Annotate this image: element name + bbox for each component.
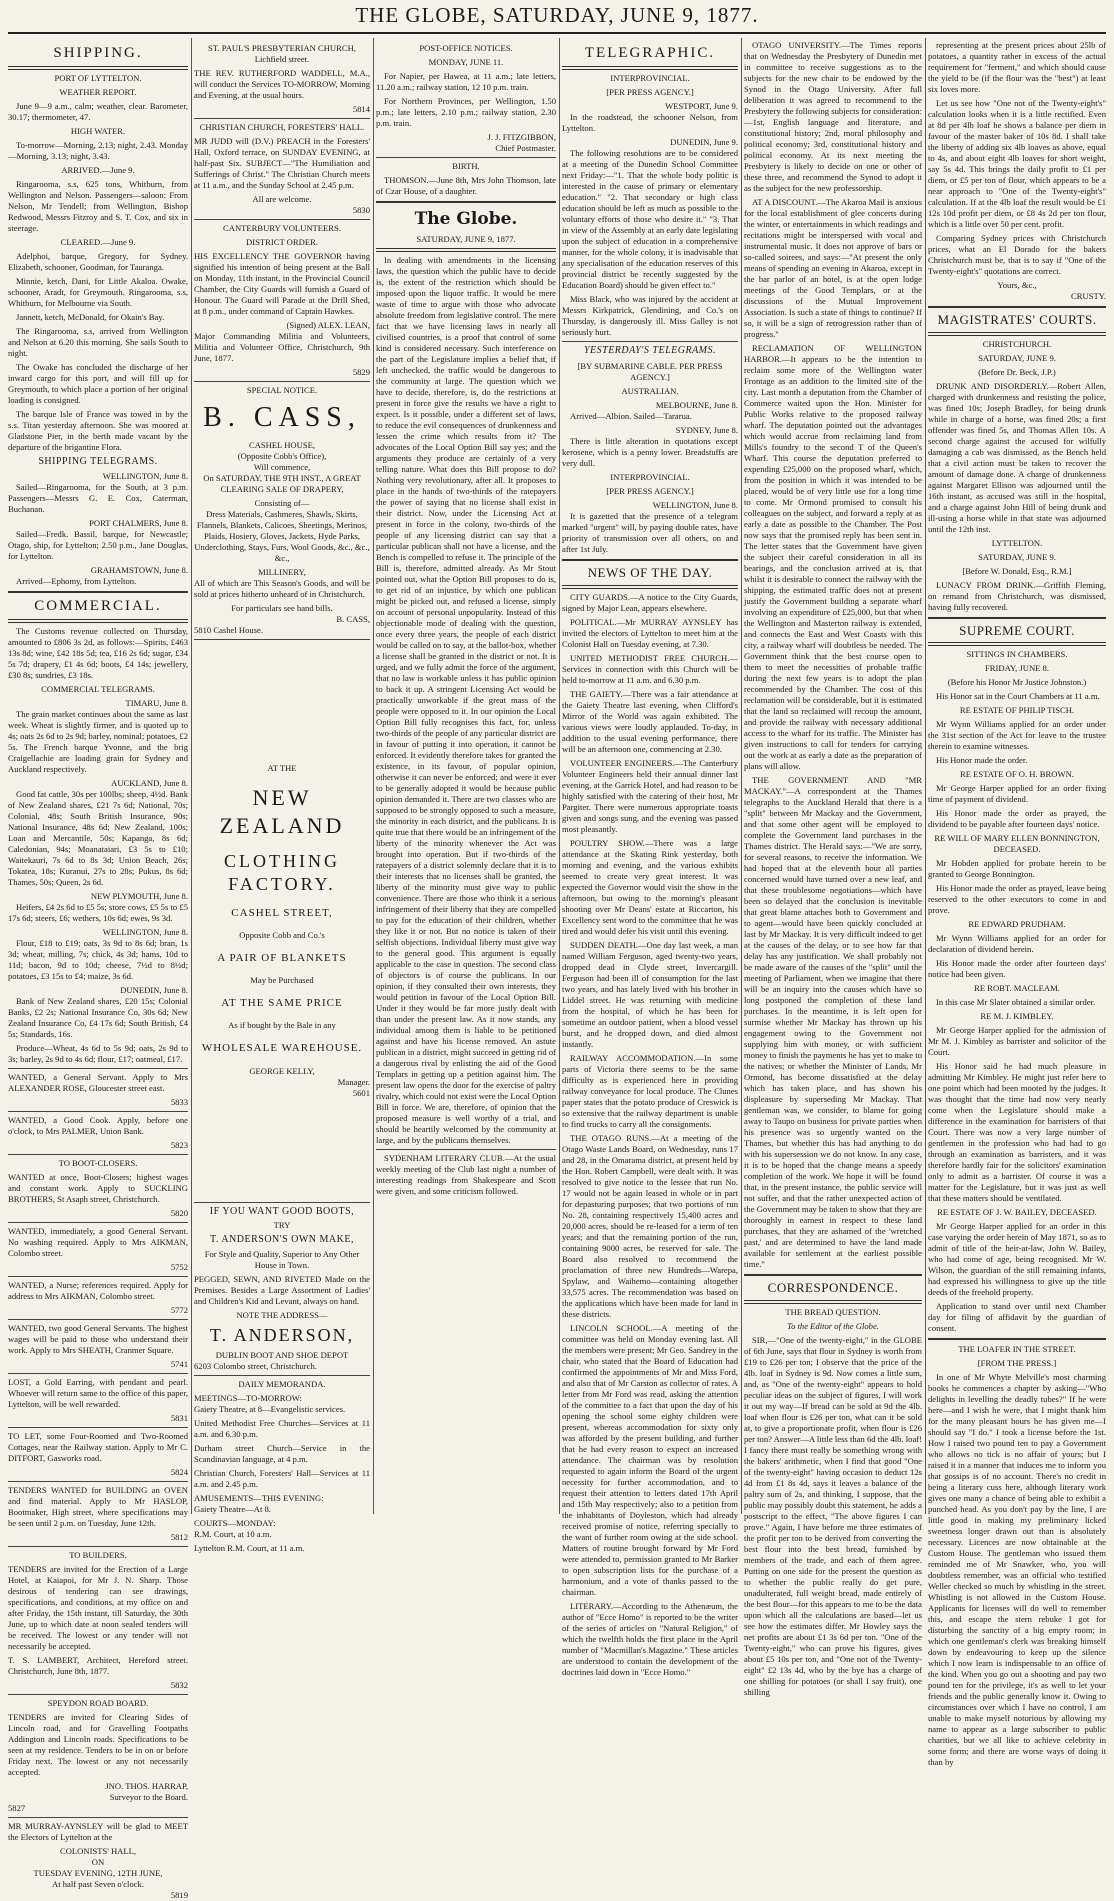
ad-text: May be Purchased xyxy=(250,975,314,986)
subheading: ARRIVED.—June 9. xyxy=(61,165,135,176)
subheading: MONDAY, JUNE 11. xyxy=(428,57,504,67)
ad-number: 5819 xyxy=(170,1890,188,1901)
column-6 xyxy=(928,40,1106,1768)
ad-text: (Opposite Cobb's Office), xyxy=(237,450,327,461)
dateline: GRAHAMSTOWN, June 8. xyxy=(90,564,188,575)
ad-signature: Manager. xyxy=(337,1076,370,1087)
ad-text: WANTED, immediately, a good General Servant. No washing required. Apply to Mrs AIKMAN, Colombo street. xyxy=(8,1226,188,1259)
ad-text: TENDERS are invited for Clearing Sides of Lincoln road, and for Gravelling Footpaths Addington and Lincoln roads. Specifications to be seen at my residence. Tenders to be in on or before Friday next. The lowest or any not necessarily accepted. xyxy=(8,1712,188,1778)
section-heading: SHIPPING. xyxy=(53,45,143,61)
paragraph: Sailed—Ringarooma, for the South, at 3 p.m. Passengers—Messrs G. E. Cox, Caterman, Buchanan. xyxy=(8,481,188,514)
ad-text: For particulars see hand bills. xyxy=(231,602,333,613)
column-divider xyxy=(925,38,926,1514)
column-1 xyxy=(8,40,188,1901)
ad-text: TUESDAY EVENING, 12TH JUNE, xyxy=(33,1868,163,1879)
paragraph: In one of Mr Whyte Melville's most charming books he commences a chapter by asking—"Who delights in levelling the deadly tubes?" If he were here—and I wish he were, that I might thank him for the many pleasant hours he has given me—I should say "I do." I took a license before the 1st. How I raised two pound ten to pay a Government who allows no tick is no affair of yours; but I raised it in a manner that induces me to inform you that gossips is of no account. There's no credit in being a literary cuss here, although literary work gives one many a chance of being able to exhibit a punched head. As you don't pay by the line, I are little good in making my preliminary licked sweetness longer drawn out than is absolutely necessary. Licences are now obtainable at the Custom House. The gentleman who issued them reminded me of Mr Snawker, who, you will doubtless remember, was an official who testified Weller checked so much by whistling in the street. Whistling is not allowed in the Custom House. Applicants for licenses will do well to remember this, and escape the stern rebuke I got for disturbing the sanctity of a big empty room; in which one gentleman's clerk was breaking himself down by endeavouring to keep up the silence which I now learn is indispensable to an office of the kind. When you go out a shooting and pay two pound ten for the privilege, it's as well to let your friends and the public generally know it. Owing to circumstances over which I have no control, I am unable to make myself notorious by allowing my name to appear as a large subscriber to public charities, but we all like to achieve celebrity in some form; and there are worse ways of doing it than by xyxy=(928,1372,1106,1768)
memo-item: United Methodist Free Churches—Services at 11 a.m. and 6.30 p.m. xyxy=(194,1418,370,1440)
ad-number: 5827 xyxy=(8,1803,26,1814)
ad-text: WANTED, a Good Cook. Apply, before one o'clock, to Mrs PALMER, Union Bank. xyxy=(8,1115,188,1137)
ad-heading: DISTRICT ORDER. xyxy=(246,237,318,247)
memo-item: Christian Church, Foresters' Hall—Services at 11 a.m. and 2.45 p.m. xyxy=(194,1468,370,1490)
subheading: [FROM THE PRESS.] xyxy=(977,1358,1057,1369)
paragraph: His Honor made the order as prayed, the dividend to be payable after fourteen days' notice. xyxy=(928,808,1106,830)
column-divider xyxy=(191,38,192,1514)
paragraph: Mr George Harper applied for an order in this case varying the order herein of May 1871, so as to admit of title of the heir-at-law, John W. Bailey, who had come of age, being recognised. Mr W. Wilson, the guardian of the still remaining infants, had expressed his willingness to give up the title deeds of the freehold property. xyxy=(928,1221,1106,1298)
paragraph: Produce—Wheat, 4s 6d to 5s 9d; oats, 2s 9d to 3s; barley, 2s 9d to 4s 6d; flour, £17; oatmeal, £17. xyxy=(8,1043,188,1065)
column-divider xyxy=(741,38,742,1514)
ad-text: WANTED, a Nurse; references required. Apply for address to Mrs AIKMAN, Colombo street. xyxy=(8,1280,188,1302)
ad-heading: SPECIAL NOTICE. xyxy=(246,385,318,395)
paragraph: Bank of New Zealand shares, £20 15s; Colonial Banks, £2 2s; National Insurance Co, 30s 6d; New Zealand Insurance Co, £4 17s 6d; South British, £4 5s; Standards, 16s. xyxy=(8,996,188,1040)
ad-heading: TO BUILDERS. xyxy=(69,1550,127,1561)
dateline: DUNEDIN, June 9. xyxy=(670,137,738,148)
section-heading: CORRESPONDENCE. xyxy=(767,1280,899,1295)
ad-text: WANTED, a General Servant. Apply to Mrs ALEXANDER ROSE, Gloucester street east. xyxy=(8,1072,188,1094)
paragraph: In the roadstead, the schooner Nelson, from Lyttelton. xyxy=(562,112,738,134)
case-heading: RE EDWARD PRUDHAM. xyxy=(968,919,1066,930)
column-divider xyxy=(373,38,374,1514)
ad-number: 5832 xyxy=(170,1680,188,1691)
ad-text: TO LET, some Four-Roomed and Two-Roomed Cottages, near the Railway station. Apply to Mr C. DITFORT, Gasworks road. xyxy=(8,1431,188,1464)
case-heading: RE WILL OF MARY ELLEN BONNINGTON, DECEASED. xyxy=(934,833,1100,855)
subheading: INTERPROVINCIAL. xyxy=(610,73,690,84)
ad-text: THE REV. RUTHERFORD WADDELL, M.A., will conduct the Services TO-MORROW, Morning and Evening, at the usual hours. xyxy=(194,68,370,100)
signature: Yours, &c., xyxy=(997,280,1037,290)
ad-text: AT THE xyxy=(267,762,297,773)
ad-heading: SPEYDON ROAD BOARD. xyxy=(47,1698,149,1709)
ad-text: As if bought by the Bale in any xyxy=(228,1020,336,1031)
memo-item: Gaiety Theatre, at 8—Evangelistic services. xyxy=(194,1404,346,1415)
paragraph: Arrived—Ephomy, from Lyttelton. xyxy=(16,575,137,586)
letter: Let us see how "One not of the Twenty-eight's" calculation looks when it is a little rectified. Even at 8d per 4lb loaf he shows a balance per diem in favour of the master baker of 10s 8d. I shall take the liberty of adding six 4lb loaves as above, equal to 4s, and about eight 4lb loaves for short weight, say 5s 4d. This brings the daily profit to £1 per diem, or £5 per ton of flour, which appears to be a near approach to "One of the Twenty-eight's" calculation. If at the 4lb loaf the result would be £1 12s 10d profit per diem, or £8 4s 2d per ton flour, which is a little over 50 per cent. profit. xyxy=(928,98,1106,229)
ad-number: 5820 xyxy=(170,1208,188,1219)
news-item: THE GAIETY.—There was a fair attendance at the Gaiety Theatre last evening, when Clifford's Mirror of the World was again exhibited. The various views were loudly applauded. To-day, in addition to the usual evening performance, there will be an afternoon one, commencing at 2.30. xyxy=(562,688,738,754)
paragraph: The barque Isle of France was towed in by the s.s. Titan yesterday afternoon. She was moored at Gladstone Pier, in the berth made vacant by the departure of the brigantine Flora. xyxy=(8,409,188,453)
news-item: VOLUNTEER ENGINEERS.—The Canterbury Volunteer Engineers held their annual dinner last evening, at the Garrick Hotel, and had reason to be highly satisfied with the catering of their host, Mr Pargiter. There were numerous appropriate toasts given and songs sung, and the evening was passed most pleasantly. xyxy=(562,757,738,834)
section-heading: YESTERDAY'S TELEGRAMS. xyxy=(583,345,717,357)
ad-number: 5812 xyxy=(170,1532,188,1543)
paragraph: Miss Black, who was injured by the accident at Messrs Kirkpatrick, Glendining, and Co.'s on Thursday, is dangerously ill. Miss Galley is not seriously hurt. xyxy=(562,294,738,338)
signature: Chief Postmaster. xyxy=(495,143,556,153)
subheading: (Before his Honor Mr Justice Johnston.) xyxy=(947,677,1087,688)
subheading: BIRTH. xyxy=(452,161,480,171)
news-item: RAILWAY ACCOMMODATION.—In some parts of Victoria there seems to be the same difficulty as is experienced here in providing railway conveyance for local produce. The Clunes paper states that the potato produce of Creswick is so extensive that the railway department is unable to find trucks to carry all the consignments. xyxy=(562,1052,738,1129)
paragraph: His Honor made the order as prayed, leave being reserved to the other executors to come in and prove. xyxy=(928,883,1106,916)
ad-text: DUBLIN BOOT AND SHOE DEPOT xyxy=(215,1350,349,1361)
paragraph: Ringarooma, s.s, 625 tons, Whitburn, from Wellington and Nelson. Passengers—saloon: From Nelson, Mr Tendell; from Wellington, Bishop Redwood, Messrs Fitzroy and S. T. Cox, and six in steerage. xyxy=(8,179,188,234)
ad-text: MR MURRAY-AYNSLEY will be glad to MEET the Electors of Lyttelton at the xyxy=(8,1821,188,1843)
dateline: WELLINGTON, June 8. xyxy=(652,499,738,510)
subheading: To the Editor of the Globe. xyxy=(787,1320,879,1331)
section-heading: DAILY MEMORANDA. xyxy=(238,1379,326,1390)
ad-number: 5752 xyxy=(170,1262,188,1273)
section-heading: SHIPPING TELEGRAMS. xyxy=(38,456,158,468)
paragraph: To-morrow—Morning, 2.13; night, 2.43. Monday—Morning, 3.13; night, 3.43. xyxy=(8,140,188,162)
dateline: MELBOURNE, June 8. xyxy=(655,399,738,410)
paragraph: Mr George Harper applied for an order fixing time of payment of dividend. xyxy=(928,783,1106,805)
news-item: RECLAMATION OF WELLINGTON HARBOR.—It appears to be the intention to reclaim some more of the Wellington water Frontage as an addition to the limited site of the city. Last month a deputation from the Chamber of Commerce waited upon the Hon. Minister for Public Works relative to the proposed railway wharf. The deputation pointed out the advantages which would accrue from reclaiming land from Mills's foundry to the second T of the Queen's Wharf. This course the deputation preferred to expending £25,000 on the proposed wharf, which, from the position in which it was intended to be placed, would be of very little use for a long time to come. Mr Ormond promised to consult his colleagues on the subject, and forward a reply at as early a date as possible to the Chamber. The Post now says that the promised reply has been sent in. The letter states that the Government have given the subject their careful consideration in all its bearings, and the conclusion arrived at is, that whilst it is desirable to connect the railway with the shipping, the estimated traffic does not at present justify the Government building a separate wharf involving an expenditure of £25,000, but that when the Wellington and Masterton railway is extended, and connects the East and West Coasts with this city, a railway wharf will doubtless be needed. The Government think that the best course open to them to meet the necessities of probable traffic during the next few years is to adopt the plan recommended by the Chamber. The cost of this reclamation will be considerable, but it is estimated that the land so reclaimed will recoup the amount, and provide the railway with necessary additional access to the wharf for its traffic. The Minister has given instructions to call for tenders for carrying out the work at as early a date as the preparation of plans will allow. xyxy=(744,343,922,771)
divider xyxy=(8,619,188,623)
advertiser-name: NEW ZEALAND xyxy=(219,784,345,838)
section-heading: COMMERCIAL. xyxy=(34,597,162,614)
paragraph: There is little alteration in quotations except kerosene, which is a penny lower. Breadstuffs are very dull. xyxy=(562,435,738,468)
dateline: WESTPORT, June 9. xyxy=(665,101,738,112)
news-item: THE GOVERNMENT AND "MR MACKAY."—A correspondent at the Thames telegraphs to the Auckland Herald that there is a "split" between Mr Mackay and the Government, and that some other agent will be employed to complete the Government land purchases in the Thames district. The Herald says:—"We are sorry, for several reasons, to receive the information. We had hoped that at the eleventh hour all parties concerned would have turned over a new leaf, and that these troublesome negotiations—which have been so delayed that the conclusion is inevitable that great blame attaches both to Government and to agent—would have been quickly concluded at last by Mr Mackay. It is very difficult indeed to get at the causes of the delay, or to see how far that delay has any justification. We shall probably not be made aware of the causes of the "split" until the meeting of Parliament, when we imagine that there will be an inquiry into the causes which have so long postponed the completion of these land purchases. In the meantime, it is left open for surmise whether Mr Mackay has thrown up his engagement owing to the Government not supplying him with money, or with sufficient money to finish the payments he has yet to make to the natives; or whether the Minister of Lands, Mr Ormond, has become dissatisfied at the delay which has taken place, and has shown his displeasure by superseding Mr Mackay. That gentleman was, we consider, to blame for going away to Taupo on business for private parties when his presence was so urgently wanted on the Thames, but whether this has had anything to do with his supersession we do not know. In any case, it is to be hoped that the change means a speedy completion of the work. We hope it will be found that, in the present instance, the public service will not suffer, and that the rather unexpected action of the Government may be taken to show that they are thoroughly in earnest in respect to these land purchases, that they are ashamed of the 'wretched past,' and are determined to have the land made available for settlement at the earliest possible time." xyxy=(744,775,922,1269)
dateline: NEW PLYMOUTH, June 8. xyxy=(90,891,188,902)
dateline: DUNEDIN, June 8. xyxy=(120,985,188,996)
ad-text: TRY xyxy=(273,1220,291,1231)
dateline: SYDNEY, June 8. xyxy=(675,424,738,435)
case-heading: RE ESTATE OF J. W. BAILEY, DECEASED. xyxy=(937,1207,1097,1218)
column-2 xyxy=(194,40,370,1554)
ad-signature: (Signed) ALEX. LEAN, xyxy=(286,320,370,330)
ad-signature: GEORGE KELLY, xyxy=(249,1065,315,1076)
subheading: FRIDAY, JUNE 8. xyxy=(985,663,1049,674)
paragraph: The Ringarooma, s.s, arrived from Wellington and Nelson at 6.20 this morning. She sails South to night. xyxy=(8,326,188,359)
ad-text: CASHEL HOUSE, xyxy=(248,439,316,450)
paragraph: In this case Mr Slater obtained a similar order. xyxy=(936,997,1096,1008)
paragraph: Arrived—Albion. Sailed—Tararua. xyxy=(570,410,692,421)
subheading: [Before W. Donald, Esq., R.M.] xyxy=(962,565,1072,576)
column-divider xyxy=(559,38,560,1514)
news-item: UNITED METHODIST FREE CHURCH.—Services in connection with this Church will be held to-morrow at 11 a.m. and 6.30 p.m. xyxy=(562,652,738,685)
subheading: AUSTRALIAN. xyxy=(621,385,679,396)
ad-text: At half past Seven o'clock. xyxy=(52,1879,144,1890)
subheading: SATURDAY, JUNE 9. xyxy=(978,352,1056,363)
divider xyxy=(8,66,188,70)
ad-text: NOTE THE ADDRESS— xyxy=(236,1310,328,1321)
paragraph: The Owake has concluded the discharge of her inward cargo for this port, and will fill up for Greymouth, to which place a portion of her original loading is consigned. xyxy=(8,362,188,406)
section-heading: THE LOAFER IN THE STREET. xyxy=(958,1344,1076,1355)
subheading: SITTINGS IN CHAMBERS. xyxy=(966,649,1068,660)
letter: representing at the present prices about 25lb of potatoes, a quantity rather in excess of the actual requirement for "ferment," and which should cause the yield to be (if the flour was the "best") at least six loves more. xyxy=(928,40,1106,94)
column-3 xyxy=(376,40,556,1512)
news-item: SUDDEN DEATH.—One day last week, a man named William Ferguson, aged twenty-two years, dropped dead in Clyde street, Invercargill. Ferguson had been ill of consumption for the last two years, and has lately lived with his brother in Liddel street. He was returning with medicine from the hospital, of which he has been for sometime an outdoor patient, when a blood vessel burst, and he dropped down, and died almost instantly. xyxy=(562,939,738,1049)
ad-number: 5824 xyxy=(170,1467,188,1478)
subheading: CHRISTCHURCH. xyxy=(982,338,1052,349)
editorial: In dealing with amendments in the licensing laws, the question which the public have to decide is, the extent of the restriction which should be imposed upon the liquor traffic. It would be mere waste of time to argue with those who advocate absolute freedom from legislative control. The mere fact that we have licensing laws in nearly all civilised countries, is a proof that control of some kind is considered necessary. Such interference on the part of the Legislature implies a belief that, if left unchecked, the traffic would be dangerous to the community at large. The question which we have to decide, therefore, is, do the restrictions at present in force give the results we have a right to expect. Is it possible, under a different set of laws, to reduce the evil consequences of drunkenness and lessen the crime which results from it? The advocates of the Local Option Bill say yes; and the arguments they produce are certainly of a very telling nature. What does this Bill propose to do? Nothing very revolutionary, after all. It proposes to place in the hands of two-thirds of the ratepayers the power of saying that no license shall exist in their district. Now, under the Licensing Act at present in force in the colony, two-thirds of the people of any licensing district can say that a particular publican shall not have a license, and the Bench is compelled to refuse it. The principle of the Bill is, therefore, admitted already. As Mr Stout pointed out, what the Option Bill proposes to do is, to get rid of an injustice, by which one publican might be picked out, and refused a license, simply on account of personal unpopularity. Instead of this objectionable mode of dealing with the question, once every three years, the people of each district would be called on to say, at the ballot-box, whether a license shall be granted in the district or not. It is urged, and we fully admit the force of the argument, that no law is workable unless it has public opinion to back it up. A stringent Licensing Act would be practically unworkable if the great mass of the people were opposed to it. In our opinion the Local Option Bill fully recognises this fact, for, unless two-thirds of the people of any particular district are in favour of putting it into operation, it cannot be enforced. It evidently therefore takes for granted the existence, in its favour, of popular opinion, otherwise it can never be enforced; and were it ever to be generally adopted it would be because public opinion demanded it. There are two classes who are supposed to be strongly opposed to such a measure, the minority in each district, and the publicans. It is quite true that there would be an infringement of the liberty of the minority whenever the Act was brought into operation. But if two-thirds of the ratepayers of a district solemnly declare that it is to their interests that no licenses shall be granted, the liberty of the minority must give way to public convenience. There are those who think it a serious infringement of their liberty that they are compelled to pay for the education of their children, whether they like it or not. But no notice is taken of their selfish objections. Individual liberty must give way to the general good. This argument is equally applicable to the case in question. The second class of objectors is of course the publicans. In our opinion, if they consulted their own interests, they would petition in favour of the Local Option Bill. Under it they would be far more justly dealt with than under the present law. As it now stands, any individual among them is liable to be petitioned against and have his license removed. An astute publican in a district, might succeed in getting rid of a dangerous rival by enlisting the aid of the Good Templars in getting up a petition against him. The present law opens the door for the exercise of paltry rivalry, which could not exist were the Local Option Bill in force. We are, therefore, of opinion that the proposed measure is well worthy of a trial, and should be heartily welcomed by the community at large, and by the publicans themselves. xyxy=(376,254,556,1145)
news-item: LITERARY.—According to the Athenæum, the author of "Ecce Homo" is reported to be the writer of the series of articles on "Natural Religion," of which the twelfth holds the first place in the April number of "Macmillan's Magazine." These articles are understood to contain the development of the doctrines laid down in "Ecce Homo." xyxy=(562,1600,738,1677)
subheading: COMMERCIAL TELEGRAMS. xyxy=(41,684,155,695)
ad-number: 5830 xyxy=(352,205,370,215)
paragraph: Application to stand over until next Chamber day for filing of affidavit by the guardian of consent. xyxy=(928,1301,1106,1334)
ad-text: On SATURDAY, THE 9TH INST., A GREAT CLEARING SALE OF DRAPERY, xyxy=(203,472,361,494)
ad-number: 5829 xyxy=(352,367,370,377)
subheading: (Before Dr. Beck, J.P.) xyxy=(978,366,1056,377)
ad-text: HIS EXCELLENCY THE GOVERNOR having signified his intention of being present at the Ball on Monday, 11th instant, in the Provincial Council Chamber, the City Guards will furnish a Guard of Honour. The Guard will Parade at the Drill Shed, at 8 p.m., under command of Captain Hawkes. xyxy=(194,251,370,316)
ad-text: COLONISTS' HALL, xyxy=(59,1846,137,1857)
section-heading: TELEGRAPHIC. xyxy=(584,45,716,61)
ad-text: WHOLESALE WAREHOUSE. xyxy=(201,1042,363,1055)
memo-label: MEETINGS—TO-MORROW: xyxy=(194,1393,302,1404)
ad-heading: ST. PAUL'S PRESBYTERIAN CHURCH, Lichfield street. xyxy=(208,43,356,64)
advertiser-name: T. ANDERSON, xyxy=(209,1325,355,1346)
memo-label: AMUSEMENTS—THIS EVENING: xyxy=(194,1493,324,1504)
news-item: POLITICAL.—Mr MURRAY AYNSLEY has invited the electors of Lyttelton to meet him at the Colonist Hall on Tuesday evening, at 7.30. xyxy=(562,616,738,649)
ad-signature: B. CASS, xyxy=(336,613,370,624)
masthead-rule xyxy=(8,32,1106,34)
signature: CRUSTY. xyxy=(1071,291,1106,301)
ad-text: Dress Materials, Cashmeres, Shawls, Skirts, Flannels, Blankets, Calicoes, Sheetings, Merinos, Plaids, Hosiery, Gloves, Jackets, Hyde Parks, Underclothing, Stays, Furs, Wool Goods, &c., &c., &c., xyxy=(194,508,370,563)
paragraph: SYDENHAM LITERARY CLUB.—At the usual weekly meeting of the Club last night a number of interesting readings from Shakespeare and Scott were given, and some criticism followed. xyxy=(376,1152,556,1196)
ad-heading: IF YOU WANT GOOD BOOTS, xyxy=(209,1205,355,1217)
ad-text: ON xyxy=(91,1857,105,1868)
case-heading: RE ROBT. MACLEAM. xyxy=(974,983,1060,994)
ad-text: MILLINERY, xyxy=(258,566,306,577)
paragraph: The grain market continues about the same as last week. Wheat is slightly firmer, and is quoted up to 4s; oats 2s 6d to 2s 9d; barley, nominal; potatoes, £2 5s. The French barque Yvonne, and the brig Craigellachie are loading grain for Sydney and Auckland respectively. xyxy=(8,709,188,775)
letter: Comparing Sydney prices with Christchurch prices, what an El Dorado for the bakers Christchurch must be, that is to say if "One of the Twenty-eight's" quotations are correct. xyxy=(928,233,1106,276)
case-heading: RE ESTATE OF PHILIP TISCH. xyxy=(959,705,1075,716)
ad-number: 5823 xyxy=(170,1140,188,1151)
memo-label: COURTS—MONDAY: xyxy=(194,1518,276,1529)
subheading: INTERPROVINCIAL. xyxy=(610,471,690,482)
dateline: WELLINGTON, June 8. xyxy=(102,470,188,481)
paragraph: It is gazetted that the presence of a telegram marked "urgent" will, by paying double rates, have priority of transmission over all others, on and after 1st July. xyxy=(562,510,738,554)
paragraph: Mr Wynn Williams applied for an order under the 31st section of the Act for leave to the trustee therein to examine witnesses. xyxy=(928,719,1106,752)
news-item: THE OTAGO RUNS.—At a meeting of the Otago Waste Lands Board, on Wednesday, runs 17 and 28, in the Omarama district, at present held by the Hon. Robert Campbell, were dealt with. It was resolved to give notice to the lessee that run No. 17 would not be again leased in whole or in part for depasturing purposes; that two portions of run No. 28, containing respectively 15,400 acres and 20,000 acres, should be re-leased for a term of ten years; and that the remaining portion of the run, containing 9000 acres, be reserved for sale. The Board also resolved to recommend the proclamation of three new Hundreds—Warepa, Spylaw, and Waihemo—containing altogether 33,575 acres. The recommendation was based on the applications which have been made for land in these districts. xyxy=(562,1132,738,1319)
news-item: CITY GUARDS.—A notice to the City Guards, signed by Major Lean, appears elsewhere. xyxy=(562,591,738,613)
ad-text: MR JUDD will (D.V.) PREACH in the Foresters' Hall, Oxford terrace, on SUNDAY EVENING, at half-past Six. SUBJECT—"The Humiliation and Sufferings of Christ." The Christian Church meets at 11 a.m., and the Sunday School at 2.45 p.m. xyxy=(194,136,370,190)
ad-text: CASHEL STREET, xyxy=(231,907,333,920)
paragraph: Sailed—Fredk. Bassil, barque, for Newcastle; Otago, ship, for Lyttelton; 2.50 p.m., Jane Douglas, for Lyttelton. xyxy=(8,528,188,561)
subheading: HIGH WATER. xyxy=(70,126,126,137)
column-5 xyxy=(744,40,922,1697)
ad-number: 5741 xyxy=(170,1359,188,1370)
paragraph: DRUNK AND DISORDERLY.—Robert Allen, charged with drunkenness and resisting the police, was fined 10s; Joseph Bradley, for being drunk while in charge of a horse, was fined 20s; a first offender was fined 5s, and Thomas Allen 10s. A second charge against the accused for wilfully damaging a cab was dismissed, as the Bench held that a civil action must be taken to recover the amount of damage done. A charge of drunkenness against Margaret Ellison was adjourned until the 16th instant, as accused was still in the hospital, and a charge against John Hill of being drunk and ill-using a horse while in that state was adjourned until the 12th inst. xyxy=(928,380,1106,534)
ad-signature: JNO. THOS. HARRAP, xyxy=(105,1781,188,1792)
ad-text: All of which are This Season's Goods, and will be sold at prices hitherto unheard of in Christchurch. xyxy=(194,577,370,599)
paragraph: For Northern Provinces, per Wellington, 1.50 p.m.; late letters, 2.10 p.m.; railway station, 2.30 p.m. train. xyxy=(376,96,556,128)
ad-text: All are welcome. xyxy=(252,194,312,204)
section-heading: MAGISTRATES' COURTS. xyxy=(937,312,1097,327)
paragraph: Mr George Harper applied for the admission of Mr M. J. Kimbley as barrister and solicitor of the Court. xyxy=(928,1025,1106,1058)
signature: J. J. FITZGIBBON, xyxy=(487,132,556,142)
ad-number: 5814 xyxy=(352,104,370,114)
paragraph: LUNACY FROM DRINK.—Griffith Fleming, on remand from Christchurch, was dismissed, having fully recovered. xyxy=(928,579,1106,612)
section-heading: POST-OFFICE NOTICES. xyxy=(419,43,513,53)
paragraph: His Honor sat in the Court Chambers at 11 a.m. xyxy=(936,691,1100,702)
ad-number: 5831 xyxy=(170,1413,188,1424)
paragraph: Heifers, £4 2s 6d to £5 5s; store cows, £5 5s to £5 17s 6d; steers, £6; wethers, 10s 6d; ewes, 9s 3d. xyxy=(8,902,188,924)
ad-signature: T. S. LAMBERT, Architect, Hereford street. Christchurch, June 8th, 1877. xyxy=(8,1655,188,1677)
divider xyxy=(8,591,188,593)
dateline: AUCKLAND, June 8. xyxy=(111,778,188,789)
paragraph: His Honor said he had much pleasure in admitting Mr Kimbley. He might just refer here to one point which had been mooted by the judges. It was thought that the time had now very nearly come when the Legislature should make a difference in the examination for barristers of that Court. There was now a very large number of gentlemen in the profession who had had to go through an examination as barristers, and it was therefore hardly fair for the solicitors' examination only to admit as a barrister. Of course it was a matter for the Legislature, but it was just as well that these matters should be ventilated. xyxy=(928,1061,1106,1204)
paragraph: Good fat cattle, 30s per 100lbs; sheep, 4½d. Bank of New Zealand shares, £21 7s 6d; National, 70s; Colonial, 48s; South British Insurance, 90s; National Insurance, 48s 6d; New Zealand, 100s; Loan and Mercantile, 50s; Kapanga, 8s 6d; Caledonian, 94s; Moanataiari, £3 5s to £10; Waitekauri, 7s 6d to 8s 3d; Union Beach, 26s; Tokatea, 18s; Kuranui, 27s to 28s; Pukus, 8s 6d; Thames, 50s; Queen, 2s 6d. xyxy=(8,789,188,888)
ad-signature: Major Commanding Militia and Volunteers, Militia and Volunteer Office, Christchurch, 9th June, 1877. xyxy=(194,331,370,363)
subheading: PORT OF LYTTELTON. xyxy=(54,73,142,84)
ad-text: 6203 Colombo street, Christchurch. xyxy=(194,1361,317,1372)
subheading: [PER PRESS AGENCY.] xyxy=(606,87,694,98)
ad-heading: T. ANDERSON'S OWN MAKE, xyxy=(210,1234,354,1246)
section-heading: NEWS OF THE DAY. xyxy=(587,564,713,580)
memo-item: Durham street Church—Service in the Scandinavian language, at 4 p.m. xyxy=(194,1443,370,1465)
ad-heading: TO BOOT-CLOSERS. xyxy=(58,1158,138,1169)
case-heading: RE M. J. KIMBLEY. xyxy=(980,1011,1054,1022)
paragraph: Mr Wynn Williams applied for an order for declaration of dividend herein. xyxy=(928,933,1106,955)
ad-text: TENDERS are invited for the Erection of a Large Hotel, at Kaiapoi, for Mr J. N. Sharp. Those desirous of tendering can see drawings, specifications, and conditions, at my office on and after Friday, the 15th instant, till Saturday, the 30th June, up to which date at noon sealed tenders will be received. The lowest or any tender will not necessarily be accepted. xyxy=(8,1564,188,1652)
ad-number: 5601 xyxy=(352,1087,370,1098)
ad-text: AT THE SAME PRICE xyxy=(221,997,343,1010)
ad-heading: CHRISTIAN CHURCH, FORESTERS' HALL. xyxy=(199,122,365,132)
divider xyxy=(8,1068,188,1069)
paragraph: His Honor made the order. xyxy=(936,755,1028,766)
ad-text: WANTED, two good General Servants. The highest wages will be paid to those who understand their work. Apply to Mrs SHEATH, Cranmer Square. xyxy=(8,1323,188,1356)
paragraph: THOMSON.—June 8th, Mrs John Thomson, late of Czar House, of a daughter. xyxy=(376,175,556,196)
paragraph: The Customs revenue collected on Thursday, amounted to £806 3s 2d, as follows:—Spirits, £463 13s 8d; wine, £42 18s 5d; tea, £16 2s 6d; sugar, £34 5s 7d; drapery, £1 4s 6d; boots, £4 14s; jewellery, £30 8s; sundries, £3 18s. xyxy=(8,626,188,681)
advertiser-name: CLOTHING FACTORY. xyxy=(224,851,340,895)
dateline: WELLINGTON, June 8. xyxy=(102,927,188,938)
column-4 xyxy=(562,40,738,1677)
ad-text: A PAIR OF BLANKETS xyxy=(217,952,347,965)
ad-text: WANTED at once, Boot-Closers; highest wages and constant work. Apply to SUCKLING BROTHERS, St Asaph street, Christchurch. xyxy=(8,1172,188,1205)
subheading: [PER PRESS AGENCY.] xyxy=(606,485,694,496)
ad-text: PEGGED, SEWN, AND RIVETED Made on the Premises. Besides a Large Assortment of Ladies' and Children's Kid and Levant, always on hand. xyxy=(194,1274,370,1307)
newspaper-title: The Globe. xyxy=(414,209,518,229)
ad-number: 5833 xyxy=(170,1097,188,1108)
memo-item: Lyttelton R.M. Court, at 11 a.m. xyxy=(194,1543,305,1554)
ad-text: Will commence, xyxy=(253,461,311,472)
memo-item: R.M. Court, at 10 a.m. xyxy=(194,1529,272,1540)
subheading: CLEARED.—June 9. xyxy=(60,237,136,248)
paragraph: His Honor made the order after fourteen days' notice had been given. xyxy=(928,958,1106,980)
subheading: SATURDAY, JUNE 9. xyxy=(978,551,1056,562)
news-item: OTAGO UNIVERSITY.—The Times reports that on Wednesday the Presbytery of Dunedin met in committee to receive suggestions as to the subjects for the new chair to be endowed by the Synod in the Otago University. After full deliberation it was agreed to recommend to the Presbytery the following subjects for consideration:—1st, English language and literature, and constitutional history; 2nd, moral philosophy and political economy; 3rd, constitutional history and political economy. At its next meeting the Presbytery is likely to decide on one or other of these three, and recommend the Synod to adopt it as the subject for the new professorship. xyxy=(744,40,922,193)
dateline: TIMARU, June 8. xyxy=(125,698,188,709)
ad-text: Consisting of— xyxy=(254,497,310,508)
paragraph: Flour, £18 to £19; oats, 3s 9d to 8s 6d; bran, 1s 3d; wheat, milling, 7s; chick, 4s 3d; hams, 10d to 11d; bacon, 9d to 10d; cheese, 7½d to 8½d; potatoes, £3 15s to £4; maize, 3s 6d. xyxy=(8,938,188,982)
news-item: LINCOLN SCHOOL.—A meeting of the committee was held on Monday evening last. All the members were present; Mr Geo. Sandrey in the chair, who stated that the Board of Education had confirmed the appointments of Mr and Miss Ford, and also that of Mr Carston as collector of rates. A letter from Mr Ford was read, asking the attention of the committee to a fact that upon the day of his opening the school some eighty children were present, whereas accommodation for sixty only was afforded by the present building, and further that he had every reason to expect an increased attendance. The chairman was by resolution requested to again inform the Board of the urgent necessity for further accommodation, and to request their attention to letters dated 17th April and 15th May respectively; also to a petition from the inhabitants of Doyleston, which had already received promise of notice, referring specially to the want of further room owing at the side school. Matters of routine brought forward by Mr Ford were attended to, permission granted to Mr Barker to open subscription lists for the purchase of a harmonium, and a vote of thanks passed to the chairman. xyxy=(562,1322,738,1597)
ad-text: For Style and Quality, Superior to Any Other House in Town. xyxy=(204,1249,360,1271)
ad-text: LOST, a Gold Earring, with pendant and pearl. Whoever will return same to the office of this paper, Lyttelton, will be well rewarded. xyxy=(8,1377,188,1410)
memo-item: Gaiety Theatre—At 8. xyxy=(194,1504,271,1515)
paragraph: The following resolutions are to be considered at a meeting of the Dunedin School Committee next Friday:—"1. That the whole body politic is interested in the cause of primary or elementary education." "2. That secondary or high class education should be left as much as possible to the voluntary efforts of those who desire it." "3. That in view of the Assembly at an early date legislating upon the subject of education in a comprehensive manner, for the whole colony, it is inadvisable that any specialisation of the education reserves of this provincial district be recently suggested by the Education Board) should be given effect to." xyxy=(562,148,738,291)
news-item: POULTRY SHOW.—There was a large attendance at the Skating Rink yesterday, both morning and evening, and the various exhibits seemed to create very great interest. It was expected the Governor would visit the show in the afternoon, but owing to the morning's pleasant shooting over Mr Deans' estate at Riccarton, his Excellency sent word to the committee that he was tired and would defer his visit until this evening. xyxy=(562,837,738,936)
paragraph: Jannett, ketch, McDonald, for Okain's Bay. xyxy=(16,312,165,323)
ad-signature: 5810 Cashel House. xyxy=(194,624,263,635)
paragraph: June 9—9 a.m., calm; weather, clear. Barometer, 30.17; thermometer, 47. xyxy=(8,101,188,123)
ad-text: TENDERS WANTED for BUILDING an OVEN and find material. Apply to Mr HASLOP, Bootmaker, High street, where specifications may be seen until 2 p.m. on Tuesday, June 12th. xyxy=(8,1485,188,1529)
ad-text: Opposite Cobb and Co.'s xyxy=(239,930,325,941)
subheading: LYTTELTON. xyxy=(991,537,1043,548)
ad-signature: Surveyor to the Board. xyxy=(109,1792,188,1803)
ad-heading: CANTERBURY VOLUNTEERS. xyxy=(223,223,341,233)
classified-ads xyxy=(8,1072,188,1901)
subheading: WEATHER REPORT. xyxy=(59,87,137,98)
masthead: THE GLOBE, SATURDAY, JUNE 9, 1877. xyxy=(355,3,759,27)
paragraph: Minnie, ketch, Dani, for Little Akaloa. Owake, schooner, Aradt, for Greymouth. Ringarooma, s.s, Whitburn, for Melbourne via South. xyxy=(8,276,188,309)
paragraph: Adelphoi, barque, Gregory, for Sydney. Elizabeth, schooner, Goodman, for Tauranga. xyxy=(8,251,188,273)
dateline: PORT CHALMERS, June 8. xyxy=(89,517,188,528)
dateline: SATURDAY, JUNE 9, 1877. xyxy=(416,233,516,244)
case-heading: RE ESTATE OF O. H. BROWN. xyxy=(960,769,1074,780)
section-heading: SUPREME COURT. xyxy=(959,622,1075,638)
advertiser-name: B. CASS, xyxy=(203,402,361,433)
paragraph: Mr Hobden applied for probate herein to be granted to George Bonnington. xyxy=(928,858,1106,880)
subheading: THE BREAD QUESTION. xyxy=(785,1306,881,1317)
subheading: [BY SUBMARINE CABLE. PER PRESS AGENCY.] xyxy=(577,360,723,382)
news-item: AT A DISCOUNT.—The Akaroa Mail is anxious for the local establishment of glee concerts during the winter, or entertainments in which readings and recitations might be interspersed with vocal and instrumental music. It does not approve of bars or so-called soirees, and says:—"At present the only means of spending an evening in Akaroa, except in the bar parlor of an hotel, is at the open lodge meetings of the Good Templars, or at the discussions of the Mutual Improvement Association. Is such a state of things to continue? If so, it will be a sign of retrogression rather than of progress." xyxy=(744,197,922,339)
letter: SIR,—"One of the twenty-eight," in the GLOBE of 6th June, says that flour in Sydney is worth from £19 to £26 per ton; I observe that the price of the 4lb. loaf in Sydney is 9d. Now comes a little sum, and, as "One of the twenty-eight" appears to hold peculiar ideas on the subject of figures, I will work it out my way—If bread can be sold at 9d the 4lb. loaf when flour is £26 per ton, what can it be sold at, to give a proportionate profit, when flour is £26 per ton? Answer—A little less than 6d the 4lb. loaf! I fancy there must really be something wrong with the bakers' arithmetic, when I find that good "One of the twenty-eight" having occasion to deduct 12s 4d from £1 8s 4d, says it leaves a balance of the paltry sum of 2s, and thinking, I suppose, that the public may possibly doubt this statement, he adds a postscript to the effect, "The above figures I can prove." Again, I have before me three estimates of the profit per ton to be derived from converting the best flour into the best bread, furnished by members of the trade, and each of them agree. Putting on one side for the present the question as to whether the public really do get pure, unadulterated, full weight bread, made entirely of the best flour—for this appears to me to be the data upon which all the calculations are based—let us see how the estimates differ. Mr Howley says the net profits are about £1 3s 6d per ton. "One of the Twenty-eight," who can prove his figures, gives about £5 10s per ton, and "One not of the Twenty-eight" £2 13s 4d, who by the bye has a charge of one shilling for potatoes (or shall I say fruit), one shilling xyxy=(744,1334,922,1697)
paragraph: For Napier, per Hawea, at 11 a.m.; late letters, 11.20 a.m.; railway station, 12 10 p.m. train. xyxy=(376,71,556,92)
ad-number: 5772 xyxy=(170,1305,188,1316)
